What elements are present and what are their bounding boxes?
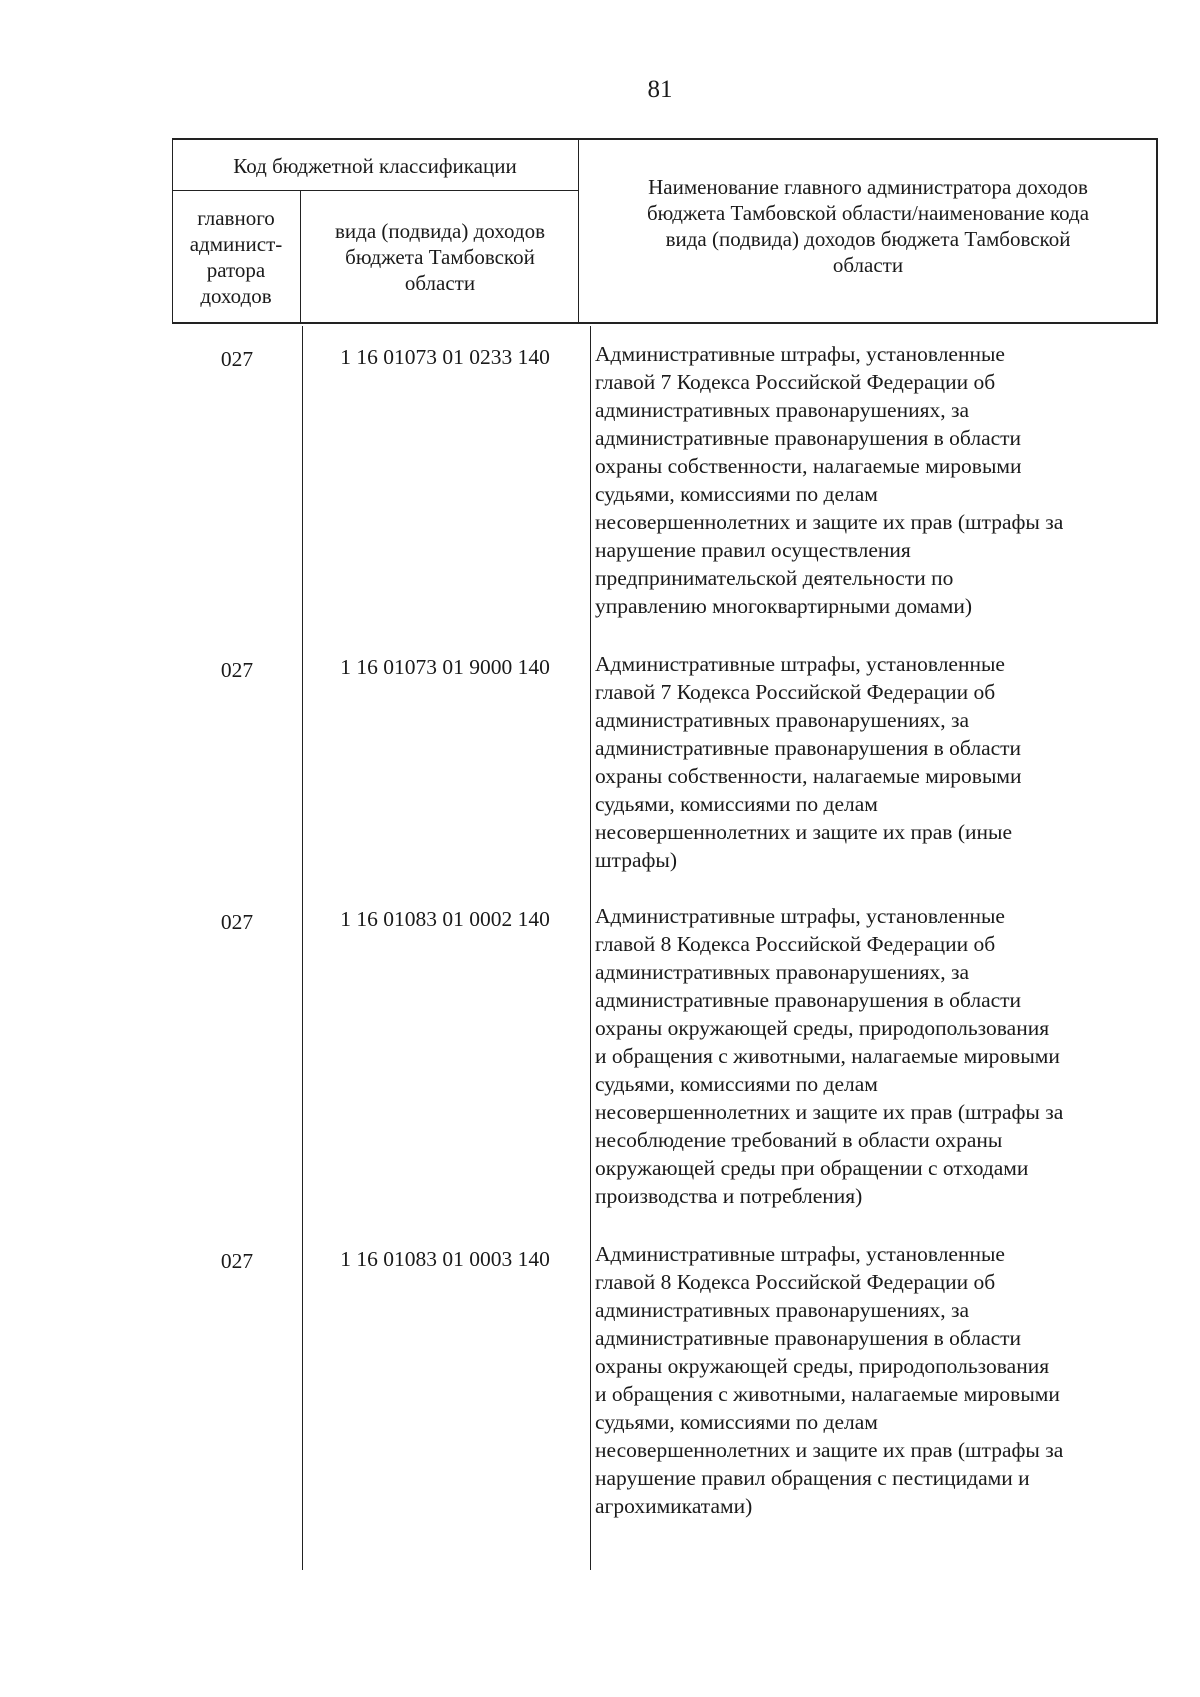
header-group-divider	[172, 190, 578, 191]
header-bottom-border	[172, 322, 1158, 324]
header-col-admin: главного админист- ратора доходов	[189, 206, 283, 308]
header-admin-code-divider	[300, 190, 301, 324]
row-admin-code: 027	[220, 910, 254, 934]
header-col-name: Наименование главного администратора доходов бюджета Тамбовской области/наименование кода вида (подвида) доходов бюджета Тамбовской области	[646, 175, 1090, 277]
row-admin-code: 027	[220, 347, 254, 371]
body-code-name-divider	[590, 326, 591, 1570]
row-admin-code: 027	[220, 658, 254, 682]
row-budget-code: 1 16 01073 01 0233 140	[340, 345, 550, 369]
header-top-border	[172, 138, 1158, 140]
header-col-code: вида (подвида) доходов бюджета Тамбовской области	[335, 219, 545, 295]
row-description: Административные штрафы, установленные главой 8 Кодекса Российской Федерации об административных правонарушениях, за административные правонарушения в области охраны окружающей среды, природопользования и обращения с животными, налагаемые мировыми судьями, комиссиями по делам несовершеннолетних и защите их прав (штрафы за несоблюдение требований в области охраны окружающей среды при обращении с отходами производства и потребления)	[595, 904, 1064, 1208]
page-number: 81	[647, 76, 673, 103]
row-description: Административные штрафы, установленные главой 8 Кодекса Российской Федерации об административных правонарушениях, за административные правонарушения в области охраны окружающей среды, природопользования и обращения с животными, налагаемые мировыми судьями, комиссиями по делам несовершеннолетних и защите их прав (штрафы за нарушение правил обращения с пестицидами и агрохимикатами)	[595, 1242, 1064, 1518]
row-admin-code: 027	[220, 1249, 254, 1273]
row-description: Административные штрафы, установленные главой 7 Кодекса Российской Федерации об административных правонарушениях, за административные правонарушения в области охраны собственности, налагаемые мировыми судьями, комиссиями по делам несовершеннолетних и защите их прав (штрафы за нарушение правил осуществления предпринимательской деятельности по управлению многоквартирными домами)	[595, 342, 1064, 618]
header-code-name-divider	[578, 138, 579, 324]
row-budget-code: 1 16 01073 01 9000 140	[340, 655, 550, 679]
row-budget-code: 1 16 01083 01 0002 140	[340, 907, 550, 931]
row-description: Административные штрафы, установленные главой 7 Кодекса Российской Федерации об административных правонарушениях, за административные правонарушения в области охраны собственности, налагаемые мировыми судьями, комиссиями по делам несовершеннолетних и защите их прав (иные штрафы)	[595, 652, 1022, 872]
row-budget-code: 1 16 01083 01 0003 140	[340, 1247, 550, 1271]
header-right-border	[1156, 138, 1158, 324]
body-admin-code-divider	[302, 326, 303, 1570]
header-group-title: Код бюджетной классификации	[233, 154, 517, 178]
